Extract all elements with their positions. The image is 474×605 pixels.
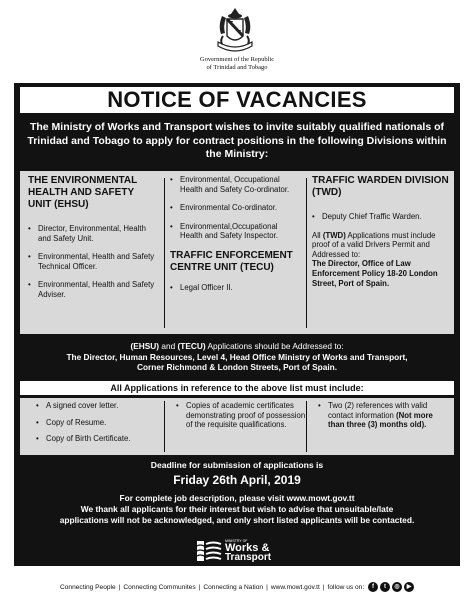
- logo-caption: MINISTRY OF: [225, 539, 248, 543]
- address-and: and: [159, 341, 178, 351]
- address-code-tecu: (TECU): [177, 341, 206, 351]
- deadline-label: Deadline for submission of applications is: [150, 460, 324, 470]
- ministry-logo: [196, 538, 292, 565]
- closing-line-2: We thank all applicants for their interest but wish to advise that unsuitable/late: [80, 504, 394, 514]
- address-line-2: Corner Richmond & London Streets, Port of Spain.: [136, 362, 338, 372]
- footer-item: Connecting People: [59, 584, 116, 591]
- footer-separator: |: [118, 584, 121, 591]
- page-title: NOTICE OF VACANCIES: [20, 87, 454, 113]
- closing-line-3: applications will not be acknowledged, and only short listed applicants will be contacted.: [59, 515, 415, 525]
- header: [0, 0, 474, 82]
- twd-note-prefix: All: [312, 230, 323, 240]
- gov-line-1: Government of the Republic: [199, 56, 275, 63]
- footer-separator: |: [266, 584, 268, 591]
- requirements-column-1: [36, 401, 156, 444]
- waves-logo-icon: [196, 540, 222, 562]
- column-divider: [306, 401, 307, 452]
- address-code-ehsu: (EHSU): [130, 341, 160, 351]
- list-item: • Environmental, Health and Safety Adviser.: [28, 280, 160, 299]
- coat-of-arms-icon: [212, 6, 258, 56]
- column-divider: [306, 178, 307, 328]
- footer-item: Connecting a Nation: [203, 584, 264, 591]
- list-item: • Environmental, Health and Safety Technical Officer.: [28, 252, 160, 271]
- list-item: • Legal Officer II.: [170, 283, 302, 293]
- address-line-1: The Director, Human Resources, Level 4, Head Office Ministry of Works and Transport,: [66, 351, 408, 362]
- address-block: [20, 341, 454, 373]
- logo-works: Works &: [225, 542, 270, 554]
- references-text: Two (2) references with valid contact information: [328, 401, 428, 420]
- list-item: • Copies of academic certificates demonstrating proof of possession of the requisite qualifications.: [176, 401, 306, 430]
- twitter-icon[interactable]: t: [380, 582, 390, 592]
- closing-line-1: For complete job description, please visit www.mowt.gov.tt: [119, 493, 355, 503]
- logo-transport: Transport: [225, 552, 272, 563]
- footer-item: Connecting Communites: [123, 584, 196, 591]
- list-item: • Environmental Co-ordinator.: [170, 203, 302, 213]
- ehsu-column: [28, 175, 160, 300]
- facebook-icon[interactable]: f: [368, 582, 378, 592]
- address-lead-text: Applications should be Addressed to:: [205, 341, 344, 351]
- list-item: • Deputy Chief Traffic Warden.: [312, 212, 450, 222]
- twd-column: [312, 175, 450, 288]
- footer-separator: |: [198, 584, 201, 591]
- government-caption: [0, 56, 474, 72]
- footer-website: www.mowt.gov.tt: [270, 584, 320, 591]
- list-item: [318, 401, 448, 430]
- twd-note: [312, 231, 450, 289]
- list-item: • Environmental,Occupational Health and Safety Inspector.: [170, 222, 302, 241]
- list-item: • Copy of Resume.: [36, 418, 156, 428]
- intro-text: The Ministry of Works and Transport wishes to invite suitably qualified nationals of Trinidad and Tobago to apply for contract positions in the following Divisions within the Ministry:: [27, 121, 447, 160]
- list-item: • Director, Environmental, Health and Safety Unit.: [28, 224, 160, 243]
- column-divider: [164, 401, 165, 452]
- footer-separator: |: [322, 584, 325, 591]
- tecu-heading: TRAFFIC ENFORCEMENT CENTRE UNIT (TECU): [170, 249, 293, 273]
- list-item: • A signed cover letter.: [36, 401, 156, 411]
- requirements-column-3: [318, 401, 448, 430]
- list-item: • Environmental, Occupational Health and Safety Co-ordinator.: [170, 175, 302, 194]
- ehsu-heading: THE ENVIRONMENTAL HEALTH AND SAFETY UNIT (EHSU): [28, 175, 138, 210]
- footer-follow: follow us on:: [327, 584, 365, 591]
- column-divider: [164, 178, 165, 328]
- references-age: (Not more than three (3) months old).: [328, 410, 433, 430]
- requirements-column-2: [176, 401, 306, 430]
- gov-line-2: of Trinidad and Tobago: [206, 64, 268, 71]
- middle-column: [170, 175, 302, 293]
- youtube-icon[interactable]: ▶: [404, 582, 414, 592]
- address-lead: [20, 341, 454, 352]
- twd-note-address: The Director, Office of Law Enforcement Policy 18-20 London Street, Port of Spain.: [312, 259, 438, 288]
- twd-note-code: (TWD): [322, 230, 346, 240]
- deadline-date: Friday 26th April, 2019: [173, 473, 301, 487]
- instagram-icon[interactable]: ◎: [392, 582, 402, 592]
- list-item: • Copy of Birth Certificate.: [36, 434, 156, 444]
- closing-text: [20, 493, 454, 526]
- requirements-heading: All Applications in reference to the above list must include:: [20, 381, 454, 395]
- footer: [0, 581, 474, 595]
- twd-heading: TRAFFIC WARDEN DIVISION (TWD): [312, 175, 449, 198]
- twd-note-text: Applications must include proof of a valid Drivers Permit and Addressed to:: [312, 230, 436, 259]
